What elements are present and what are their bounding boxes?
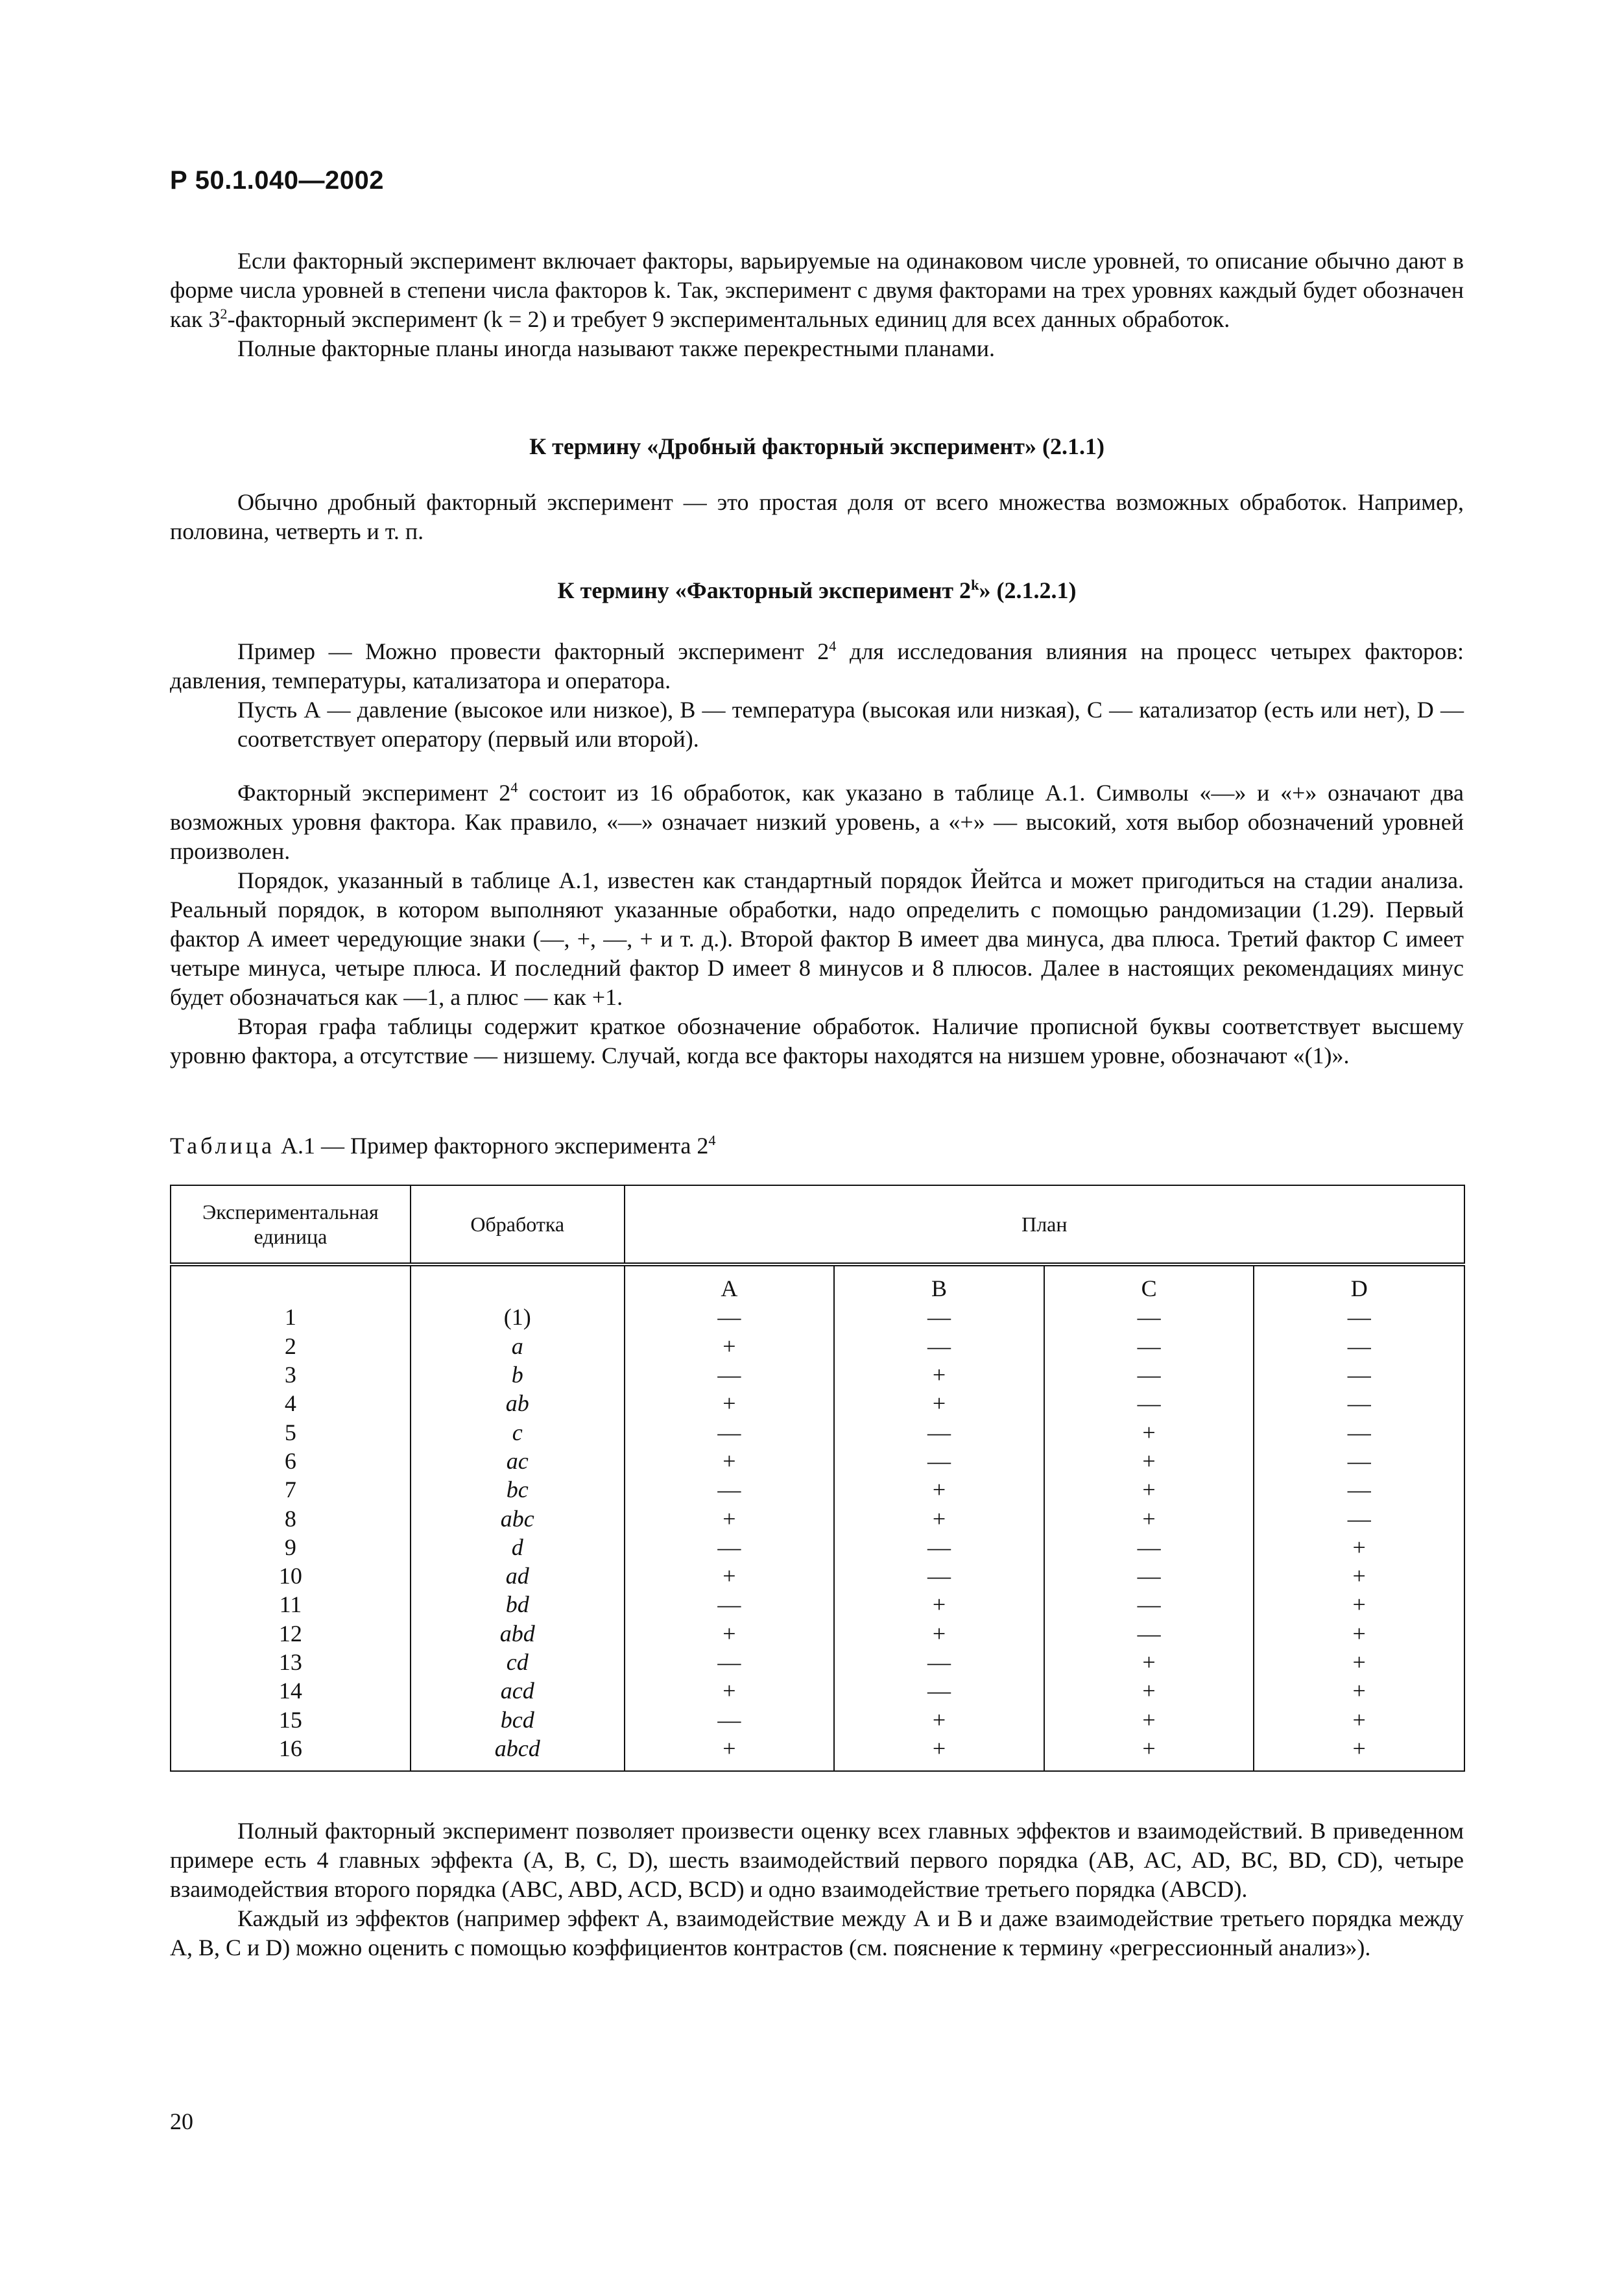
factor-b-cell: + — [834, 1705, 1044, 1733]
factor-d-cell: — — [1254, 1418, 1464, 1446]
factorial-paragraph-1: Факторный эксперимент $2^4$ состоит из 16 обработок, как указано в таблице А.1. Символы «—» и «+» означают два возможных уровня фактора. Как правило, «—» означает низкий уровень, а «+» — высокий, хотя выбор обозначений уровней произволен. — [170, 779, 1464, 864]
table-row — [171, 1705, 1464, 1733]
example-paragraph-2: Пусть А — давление (высокое или низкое), В — температура (высокая или низкая), С — катализатор (есть или нет), D — соответствует оператору (первый или второй). — [237, 697, 1464, 752]
example-text — [170, 637, 1464, 754]
treatment-cell: abd — [411, 1619, 625, 1648]
factorial-text — [170, 778, 1464, 1070]
factor-b-cell: — — [834, 1418, 1044, 1446]
outro-text — [170, 1816, 1464, 1962]
factorial-paragraph-2: Порядок, указанный в таблице А.1, известен как стандартный порядок Йейтса и может пригодиться на стадии анализа. Реальный порядок, в котором выполняют указанные обработки, надо определить с помощью рандомизации (1.29). Первый фактор А имеет чередующие знаки (—, +, —, + и т. д.). Второй фактор В имеет два минуса, два плюса. Третий фактор С имеет четыре минуса, четыре плюса. И последний фактор D имеет 8 минусов и 8 плюсов. Далее в настоящих рекомендациях минус будет обозначаться как —1, а плюс — как +1. — [170, 867, 1464, 1010]
factor-d-cell: + — [1254, 1533, 1464, 1562]
unit-cell: 10 — [171, 1562, 411, 1590]
factor-d-cell: — — [1254, 1303, 1464, 1331]
factorial-table — [170, 1185, 1465, 1772]
treatment-cell: bc — [411, 1475, 625, 1504]
treatment-cell: ad — [411, 1562, 625, 1590]
factor-labels-row — [171, 1264, 1464, 1303]
factor-a-cell: + — [625, 1619, 835, 1648]
factor-b-cell: — — [834, 1648, 1044, 1676]
factor-a-cell: + — [625, 1389, 835, 1418]
factor-a-cell: + — [625, 1332, 835, 1360]
table-header-row — [171, 1185, 1464, 1264]
factor-d-cell: — — [1254, 1389, 1464, 1418]
outro-paragraph-2: Каждый из эффектов (например эффект А, взаимодействие между А и В и даже взаимодействие третьего порядка между А, В, С и D) можно оценить с помощью коэффициентов контрастов (см. пояснение к термину «регрессионный анализ»). — [170, 1905, 1464, 1961]
intro-text — [170, 247, 1464, 363]
factor-d-cell: — — [1254, 1504, 1464, 1532]
table-body — [171, 1264, 1464, 1771]
unit-cell: 16 — [171, 1734, 411, 1771]
factor-b-cell: — — [834, 1676, 1044, 1705]
factor-b-cell: + — [834, 1619, 1044, 1648]
factor-b-cell: + — [834, 1389, 1044, 1418]
factor-c-cell: + — [1044, 1734, 1254, 1771]
factor-c-cell: — — [1044, 1533, 1254, 1562]
fractional-text — [170, 488, 1464, 546]
page-number: 20 — [170, 2108, 193, 2134]
example-paragraph: Пример — Можно провести факторный эксперимент $2^4$ для исследования влияния на процесс четырех факторов: давления, температуры, катализатора и оператора. — [170, 638, 1464, 694]
unit-cell: 1 — [171, 1303, 411, 1331]
factor-d-cell: + — [1254, 1705, 1464, 1733]
factor-c-cell: + — [1044, 1504, 1254, 1532]
unit-cell: 14 — [171, 1676, 411, 1705]
factor-d-cell: + — [1254, 1648, 1464, 1676]
factor-c-cell: — — [1044, 1303, 1254, 1331]
factor-a-cell: — — [625, 1360, 835, 1389]
unit-cell: 2 — [171, 1332, 411, 1360]
table-row — [171, 1504, 1464, 1532]
unit-cell: 11 — [171, 1590, 411, 1619]
factor-b-cell: — — [834, 1533, 1044, 1562]
factor-a-cell: + — [625, 1562, 835, 1590]
treatment-cell: acd — [411, 1676, 625, 1705]
factor-b-cell: + — [834, 1504, 1044, 1532]
table-row — [171, 1734, 1464, 1771]
treatment-cell: abc — [411, 1504, 625, 1532]
factor-b-cell: + — [834, 1590, 1044, 1619]
factor-b-cell: + — [834, 1734, 1044, 1771]
factor-c-cell: — — [1044, 1360, 1254, 1389]
factor-d-cell: — — [1254, 1475, 1464, 1504]
factor-d-cell: — — [1254, 1360, 1464, 1389]
table-row — [171, 1590, 1464, 1619]
factor-d-cell: — — [1254, 1447, 1464, 1475]
empty-cell — [171, 1264, 411, 1303]
factor-b-cell: — — [834, 1303, 1044, 1331]
treatment-cell: abcd — [411, 1734, 625, 1771]
factor-c-cell: — — [1044, 1562, 1254, 1590]
treatment-cell: bd — [411, 1590, 625, 1619]
factor-b-cell: — — [834, 1562, 1044, 1590]
treatment-cell: cd — [411, 1648, 625, 1676]
unit-cell: 3 — [171, 1360, 411, 1389]
table-row — [171, 1332, 1464, 1360]
factor-b-cell: — — [834, 1447, 1044, 1475]
unit-cell: 12 — [171, 1619, 411, 1648]
table-row — [171, 1475, 1464, 1504]
factor-a-cell: — — [625, 1303, 835, 1331]
factor-a-cell: + — [625, 1504, 835, 1532]
factor-a-cell: + — [625, 1734, 835, 1771]
factor-c-cell: — — [1044, 1619, 1254, 1648]
treatment-cell: (1) — [411, 1303, 625, 1331]
intro-paragraph-1: Если факторный эксперимент включает факторы, варьируемые на одинаковом числе уровней, то описание обычно дают в форме числа уровней в степени числа факторов k. Так, эксперимент с двумя факторами на трех уровнях каждый будет обозначен как $3^2$-факторный эксперимент (k = 2) и требует 9 экспериментальных единиц для всех данных обработок. — [170, 248, 1464, 332]
factor-a-cell: — — [625, 1705, 835, 1733]
factor-c-cell: + — [1044, 1475, 1254, 1504]
treatment-cell: a — [411, 1332, 625, 1360]
header-plan: План — [625, 1185, 1464, 1264]
treatment-cell: b — [411, 1360, 625, 1389]
factor-c-cell: — — [1044, 1590, 1254, 1619]
header-unit: Экспериментальная единица — [171, 1185, 411, 1264]
factor-c-cell: + — [1044, 1676, 1254, 1705]
treatment-cell: ac — [411, 1447, 625, 1475]
unit-cell: 4 — [171, 1389, 411, 1418]
unit-cell: 8 — [171, 1504, 411, 1532]
factor-c-cell: — — [1044, 1332, 1254, 1360]
treatment-cell: ab — [411, 1389, 625, 1418]
factor-c-cell: + — [1044, 1648, 1254, 1676]
factor-label: A — [625, 1264, 835, 1303]
empty-cell — [411, 1264, 625, 1303]
factor-label: B — [834, 1264, 1044, 1303]
unit-cell: 13 — [171, 1648, 411, 1676]
factor-a-cell: — — [625, 1648, 835, 1676]
factor-c-cell: + — [1044, 1705, 1254, 1733]
table-row — [171, 1562, 1464, 1590]
unit-cell: 5 — [171, 1418, 411, 1446]
document-header: Р 50.1.040—2002 — [170, 166, 384, 195]
factorial-paragraph-3: Вторая графа таблицы содержит краткое обозначение обработок. Наличие прописной буквы соответствует высшему уровню фактора, а отсутствие — низшему. Случай, когда все факторы находятся на низшем уровне, обозначают «(1)». — [170, 1013, 1464, 1068]
factor-a-cell: — — [625, 1475, 835, 1504]
factor-d-cell: + — [1254, 1619, 1464, 1648]
unit-cell: 15 — [171, 1705, 411, 1733]
factor-d-cell: + — [1254, 1676, 1464, 1705]
section-heading-fractional: К термину «Дробный факторный эксперимент» (2.1.1) — [529, 433, 1105, 459]
header-treatment: Обработка — [411, 1185, 625, 1264]
treatment-cell: c — [411, 1418, 625, 1446]
factor-a-cell: — — [625, 1418, 835, 1446]
table-row — [171, 1360, 1464, 1389]
table-caption: Таблица А.1 — Пример факторного эксперимента $2^4$ — [170, 1132, 716, 1159]
treatment-cell: d — [411, 1533, 625, 1562]
factor-b-cell: — — [834, 1332, 1044, 1360]
treatment-cell: bcd — [411, 1705, 625, 1733]
table-row — [171, 1648, 1464, 1676]
factor-d-cell: + — [1254, 1562, 1464, 1590]
table-row — [171, 1619, 1464, 1648]
factor-a-cell: + — [625, 1447, 835, 1475]
factor-c-cell: + — [1044, 1418, 1254, 1446]
factor-a-cell: — — [625, 1590, 835, 1619]
factor-label: D — [1254, 1264, 1464, 1303]
factor-b-cell: + — [834, 1360, 1044, 1389]
factor-b-cell: + — [834, 1475, 1044, 1504]
factor-a-cell: — — [625, 1533, 835, 1562]
table-row — [171, 1447, 1464, 1475]
table-row — [171, 1389, 1464, 1418]
factor-c-cell: + — [1044, 1447, 1254, 1475]
factor-d-cell: + — [1254, 1734, 1464, 1771]
factor-d-cell: — — [1254, 1332, 1464, 1360]
factor-label: C — [1044, 1264, 1254, 1303]
table-row — [171, 1418, 1464, 1446]
factor-d-cell: + — [1254, 1590, 1464, 1619]
outro-paragraph-1: Полный факторный эксперимент позволяет произвести оценку всех главных эффектов и взаимодействий. В приведенном примере есть 4 главных эффекта (A, B, C, D), шесть взаимодействий первого порядка (AB, AC, AD, BC, BD, CD), четыре взаимодействия второго порядка (ABC, ABD, ACD, BCD) и одно взаимодействие третьего порядка (ABCD). — [170, 1818, 1464, 1902]
intro-paragraph-2: Полные факторные планы иногда называют также перекрестными планами. — [237, 335, 996, 361]
table-row — [171, 1303, 1464, 1331]
unit-cell: 9 — [171, 1533, 411, 1562]
factor-c-cell: — — [1044, 1389, 1254, 1418]
factor-a-cell: + — [625, 1676, 835, 1705]
table-row — [171, 1533, 1464, 1562]
fractional-paragraph: Обычно дробный факторный эксперимент — это простая доля от всего множества возможных обработок. Например, половина, четверть и т. п. — [170, 489, 1464, 544]
unit-cell: 7 — [171, 1475, 411, 1504]
unit-cell: 6 — [171, 1447, 411, 1475]
section-heading-factorial: К термину «Факторный эксперимент 2$^k$» (2.1.2.1) — [557, 577, 1077, 603]
table-row — [171, 1676, 1464, 1705]
